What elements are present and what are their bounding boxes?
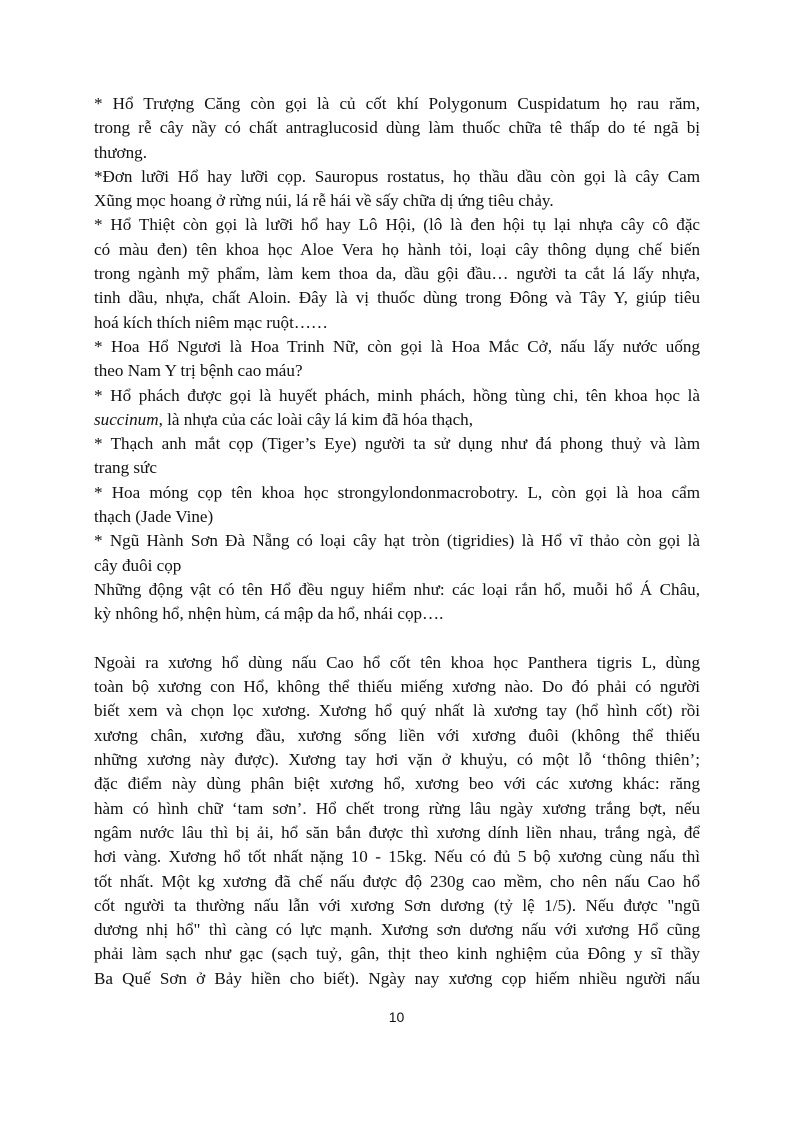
text-line: hơi vàng. Xương hổ tốt nhất nặng 10 - 15kg. Nếu có đủ 5 bộ xương cùng nấu thì <box>94 847 700 867</box>
text-line: tinh dầu, nhựa, chất Aloin. Đây là vị thuốc dùng trong Đông và Tây Y, giúp tiêu <box>94 288 700 308</box>
text-line: toàn bộ xương con Hổ, không thể thiếu miếng xương nào. Do đó phải có người <box>94 677 700 697</box>
text-line: thương. <box>94 142 147 162</box>
text-line: cây đuôi cọp <box>94 555 182 575</box>
paragraph-herbs <box>94 92 700 408</box>
succinum-rest: , là nhựa của các loài cây lá kim đã hóa thạch, <box>158 409 473 429</box>
text-line: theo Nam Y trị bệnh cao máu? <box>94 361 303 381</box>
text-line: Ba Quế Sơn ở Bảy hiền cho biết). Ngày nay xương cọp hiếm nhiều người nấu <box>94 968 700 988</box>
text-line: * Ngũ Hành Sơn Đà Nẵng có loại cây hạt tròn (tigridies) là Hổ vĩ thảo còn gọi là <box>94 531 700 551</box>
text-line: trong ngành mỹ phẩm, làm kem thoa da, dầu gội đầu… người ta cắt lá lấy nhựa, <box>94 264 700 284</box>
paragraph-tiger-bone <box>94 651 700 991</box>
text-line: *Đơn lưỡi Hổ hay lưỡi cọp. Sauropus rostatus, họ thầu dầu còn gọi là cây Cam <box>94 166 700 186</box>
text-line: trang sức <box>94 458 157 478</box>
text-line: Ngoài ra xương hổ dùng nấu Cao hổ cốt tên khoa học Panthera tigris L, dùng <box>94 652 700 672</box>
text-line: những xương này được). Xương tay hơi vặn ở khuỷu, có một lỗ ‘thông thiên’; <box>94 750 700 770</box>
text-line: kỳ nhông hổ, nhện hùm, cá mập da hổ, nhái cọp…. <box>94 604 444 624</box>
text-line: thạch (Jade Vine) <box>94 507 214 527</box>
text-line: tốt nhất. Một kg xương đã chế nấu được độ 230g cao mềm, cho nên nấu Cao hổ <box>94 871 700 891</box>
text-line: trong rễ cây nầy có chất antraglucosid dùng làm thuốc chữa tê thấp do té ngã bị <box>94 118 700 138</box>
text-line: * Hổ Trượng Căng còn gọi là củ cốt khí Polygonum Cuspidatum họ rau răm, <box>94 94 700 113</box>
succinum-term: succinum <box>94 409 159 429</box>
text-line: xương chân, xương đầu, xương sống liền với xương đuôi (không thể thiếu <box>94 725 700 745</box>
text-line: Xũng mọc hoang ở rừng núi, lá rễ hái về sấy chữa dị ứng tiêu chảy. <box>94 191 554 211</box>
text-line: * Hổ phách được gọi là huyết phách, minh phách, hồng tùng chi, tên khoa học là <box>94 385 700 405</box>
page-number: 10 <box>388 1009 405 1025</box>
text-line: * Thạch anh mắt cọp (Tiger’s Eye) người ta sử dụng như đá phong thuỷ và làm <box>94 434 700 454</box>
text-line: ngâm nước lâu thì bị ải, hổ săn bắn được thì xương dính liền nhau, trắng ngà, để <box>94 822 700 842</box>
text-line: có màu đen) tên khoa học Aloe Vera họ hành tỏi, loại cây thông dụng chế biến <box>94 239 700 259</box>
text-line: phải làm sạch như gạc (sạch tuỷ, gân, thịt theo kinh nghiệm của Đông y sĩ thầy <box>94 944 700 964</box>
text-line <box>94 408 700 432</box>
text-line: đặc điểm này dùng phân biệt xương hổ, xương beo với các xương khác: răng <box>94 774 700 794</box>
text-line: dương nhị hổ" thì càng có lực mạnh. Xương sơn dương nấu với xương Hổ cũng <box>94 920 700 940</box>
text-line: cốt người ta thường nấu lẫn với xương Sơn dương (tỷ lệ 1/5). Nếu được "ngũ <box>94 895 700 915</box>
text-line: * Hổ Thiệt còn gọi là lưỡi hổ hay Lô Hội, (lô là đen hội tụ lại nhựa cây cô đặc <box>94 215 700 235</box>
text-line: * Hoa Hổ Ngươi là Hoa Trinh Nữ, còn gọi là Hoa Mắc Cở, nấu lấy nước uống <box>94 336 700 356</box>
paragraph-gap <box>94 627 700 651</box>
text-line: hoá kích thích niêm mạc ruột…… <box>94 312 329 332</box>
text-line: Những động vật có tên Hổ đều nguy hiểm như: các loại rắn hổ, muỗi hổ Á Châu, <box>94 579 700 599</box>
text-line: * Hoa móng cọp tên khoa học strongylondonmacrobotry. L, còn gọi là hoa cẩm <box>94 482 700 502</box>
paragraph-tiger-names <box>94 432 700 626</box>
text-line: hàm có hình chữ ‘tam sơn’. Hổ chết trong rừng lâu ngày xương trắng bợt, nếu <box>94 798 700 818</box>
document-body <box>94 92 700 991</box>
text-line: biết xem và chọn lọc xương. Xương hổ quý nhất là xương tay (hổ hình cốt) rồi <box>94 701 700 721</box>
